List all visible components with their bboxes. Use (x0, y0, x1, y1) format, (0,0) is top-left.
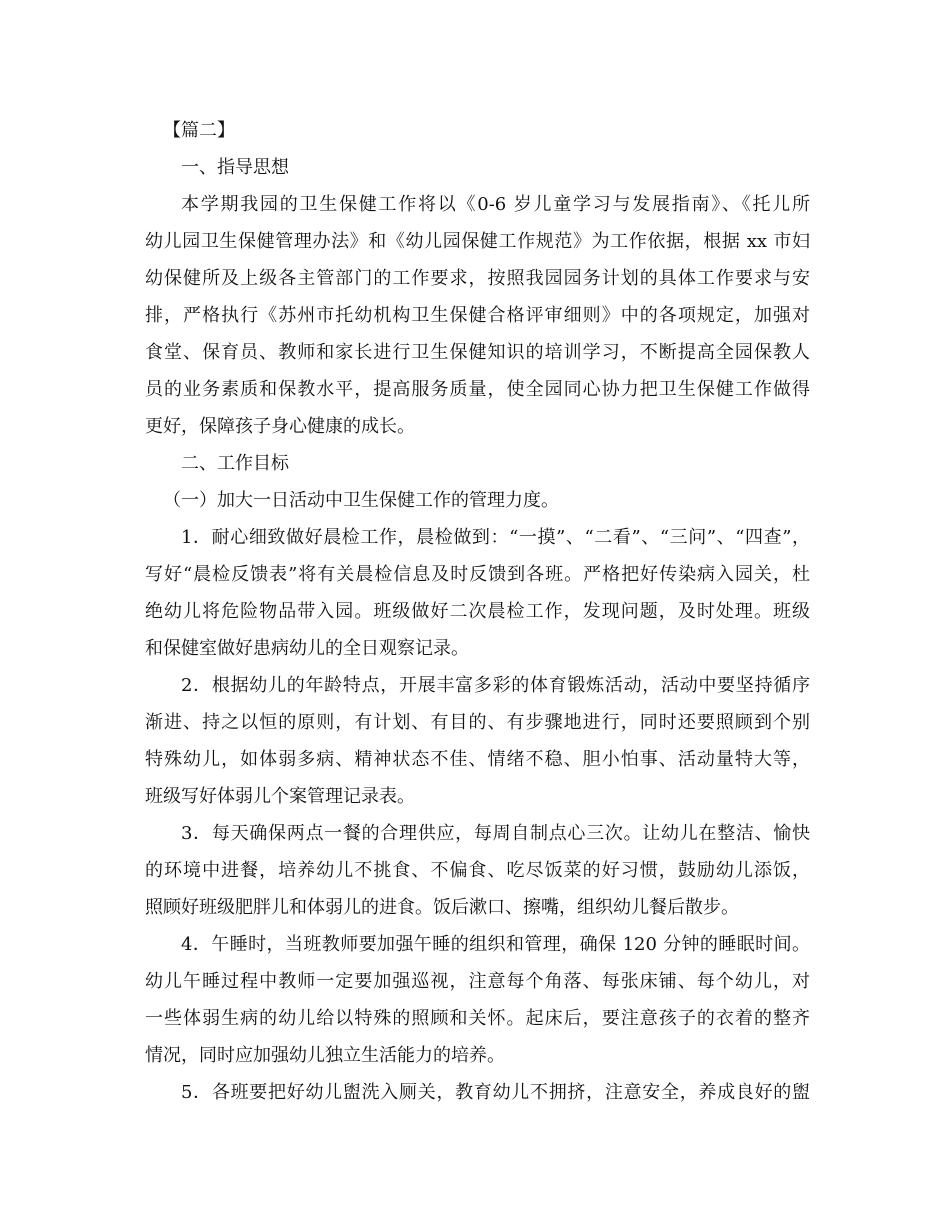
text-line: 3．每天确保两点一餐的合理供应，每周自制点心三次。让幼儿在整洁、愉快 (181, 823, 810, 844)
text-line: 员的业务素质和保教水平，提高服务质量，使全园同心协力把卫生保健工作做得 (145, 379, 810, 400)
text-line: （一）加大一日活动中卫生保健工作的管理力度。 (163, 490, 559, 511)
text-line: 5．各班要把好幼儿盥洗入厕关，教育幼儿不拥挤，注意安全，养成良好的盥 (181, 1082, 810, 1103)
text-line: 的环境中进餐，培养幼儿不挑食、不偏食、吃尽饭菜的好习惯，鼓励幼儿添饭， (145, 860, 810, 881)
text-line: 和保健室做好患病幼儿的全日观察记录。 (145, 638, 469, 659)
text-line: 食堂、保育员、教师和家长进行卫生保健知识的培训学习，不断提高全园保教人 (145, 342, 810, 363)
document-body (145, 112, 810, 1111)
text-line: 幼保健所及上级各主管部门的工作要求，按照我园园务计划的具体工作要求与安 (145, 268, 810, 289)
text-line: 1．耐心细致做好晨检工作，晨检做到：“一摸”、“二看”、“三问”、“四查”， (181, 527, 810, 548)
text-line: 绝幼儿将危险物品带入园。班级做好二次晨检工作，发现问题，及时处理。班级 (145, 601, 810, 622)
text-line: 本学期我园的卫生保健工作将以《0-6 岁儿童学习与发展指南》、《托儿所 (181, 194, 810, 215)
text-line: 二、工作目标 (181, 453, 289, 474)
text-line: 写好“晨检反馈表”将有关晨检信息及时反馈到各班。严格把好传染病入园关，杜 (145, 564, 810, 585)
text-line: 排，严格执行《苏州市托幼机构卫生保健合格评审细则》中的各项规定，加强对 (145, 305, 810, 326)
text-line: 4．午睡时，当班教师要加强午睡的组织和管理，确保 120 分钟的睡眠时间。 (181, 934, 810, 955)
text-line: 渐进、持之以恒的原则，有计划、有目的、有步骤地进行，同时还要照顾到个别 (145, 712, 810, 733)
text-line: 【篇二】 (163, 120, 235, 141)
text-line: 班级写好体弱儿个案管理记录表。 (145, 786, 415, 807)
text-line: 一些体弱生病的幼儿给以特殊的照顾和关怀。起床后，要注意孩子的衣着的整齐 (145, 1008, 810, 1029)
text-line: 幼儿午睡过程中教师一定要加强巡视，注意每个角落、每张床铺、每个幼儿，对 (145, 971, 810, 992)
text-line: 特殊幼儿，如体弱多病、精神状态不佳、情绪不稳、胆小怕事、活动量特大等， (145, 749, 810, 770)
text-line: 2．根据幼儿的年龄特点，开展丰富多彩的体育锻炼活动，活动中要坚持循序 (181, 675, 810, 696)
text-line: 情况，同时应加强幼儿独立生活能力的培养。 (145, 1045, 505, 1066)
text-line: 照顾好班级肥胖儿和体弱儿的进食。饭后漱口、擦嘴，组织幼儿餐后散步。 (145, 897, 739, 918)
text-line: 更好，保障孩子身心健康的成长。 (145, 416, 415, 437)
text-line: 幼儿园卫生保健管理办法》和《幼儿园保健工作规范》为工作依据，根据 xx 市妇 (145, 231, 810, 252)
text-line: 一、指导思想 (181, 157, 289, 178)
